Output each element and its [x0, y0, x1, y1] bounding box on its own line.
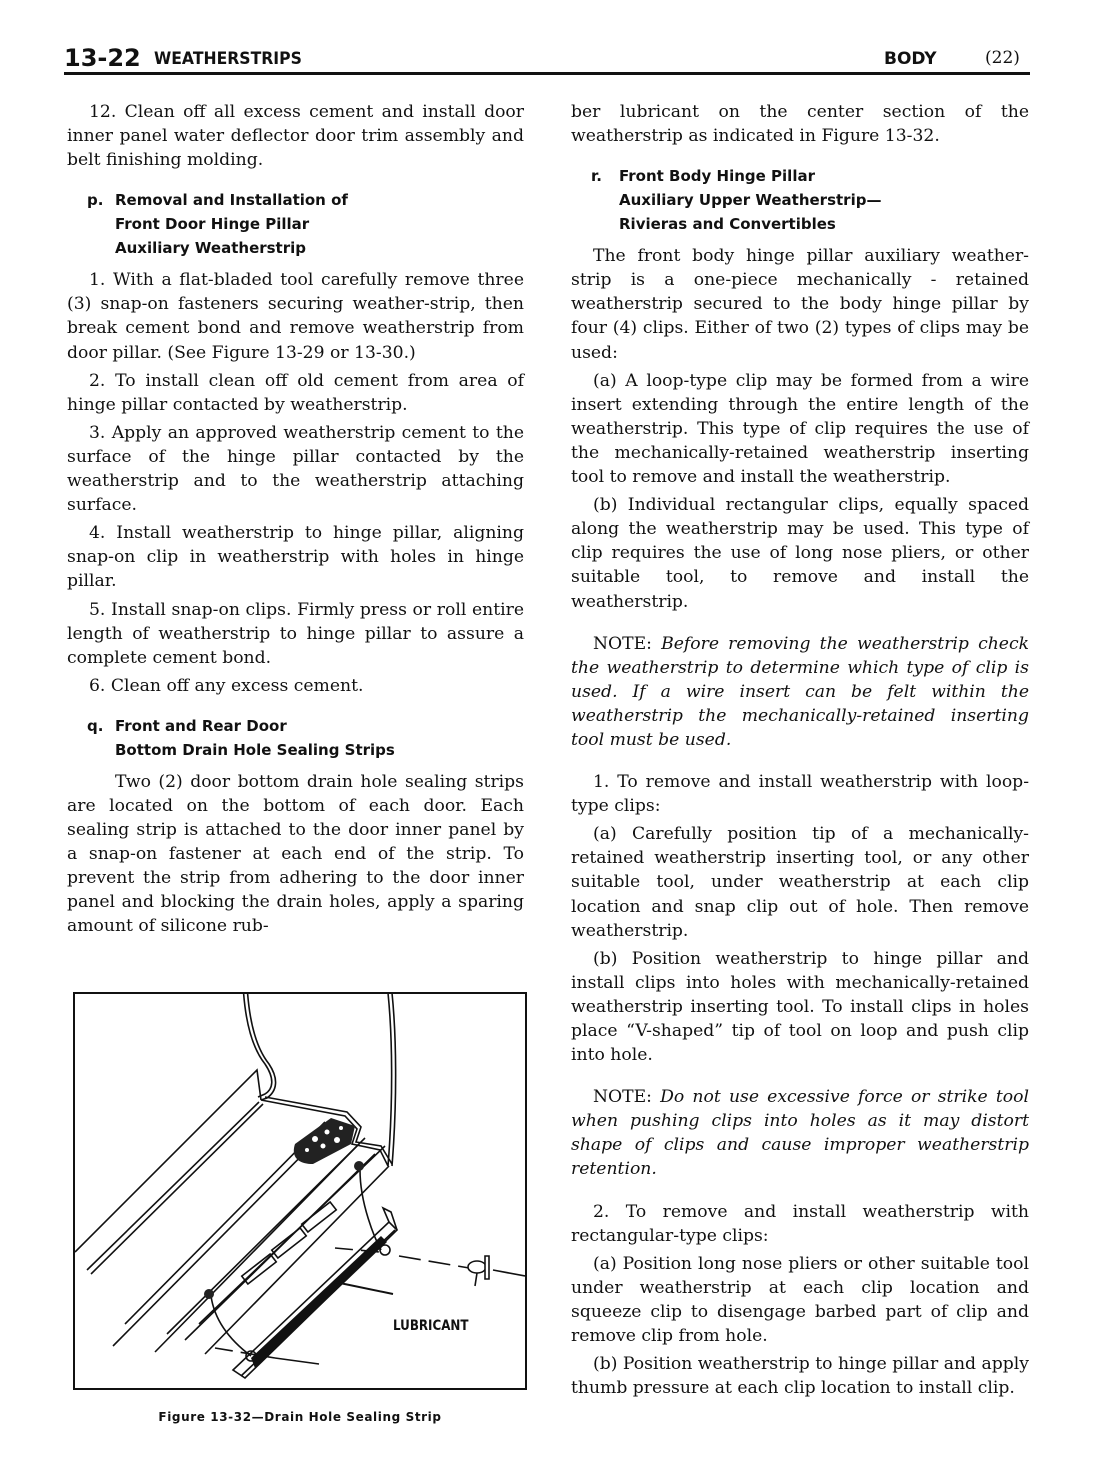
section-letter: r. — [591, 167, 602, 186]
q-paragraph: Two (2) door bottom drain hole sealing strips are located on the bottom of each door. Each sealing strip is attached to the door inner panel by a snap-on fastener at each end of the strip. To prevent the strip from adhering to the door inner panel and blocking the drain holes, apply a sparing amount of silicone rub- — [67, 771, 524, 937]
r-step-2: 2. To remove and install weatherstrip with rectangular-type clips: — [571, 1201, 1029, 1246]
heading-line: Front Body Hinge Pillar — [619, 167, 815, 186]
note-2 — [571, 1085, 1029, 1181]
note-label: NOTE: — [593, 633, 652, 654]
note-text: Do not use excessive force or strike tool when pushing clips into holes as it may distort shape of clips and cause improper weatherstrip retention. — [571, 1087, 1029, 1180]
p-step-3: 3. Apply an approved weatherstrip cement to the surface of the hinge pillar contacted by the weatherstrip and to the weatherstrip attaching surface. — [67, 422, 524, 516]
r-clip-type-b: (b) Individual rectangular clips, equally spaced along the weatherstrip may be used. This type of clip requires the use of long nose pliers, or other suitable tool, to remove and install the weatherstrip. — [571, 495, 1029, 612]
lubricant-callout: LUBRICANT — [393, 1318, 469, 1334]
p-step-6: 6. Clean off any excess cement. — [89, 675, 364, 696]
note-text: Before removing the weatherstrip check the weatherstrip to determine which type of clip is used. If a wire insert can be felt within the weatherstrip the mechanically-retained inserting tool must be used. — [571, 633, 1029, 750]
heading-line: Removal and Installation of — [115, 191, 348, 210]
heading-line: Rivieras and Convertibles — [619, 215, 836, 234]
right-column — [571, 100, 1029, 1404]
step-12: 12. Clean off all excess cement and install door inner panel water deflector door trim assembly and belt finishing molding. — [67, 102, 524, 171]
group-title: BODY — [884, 49, 937, 69]
page-header — [64, 44, 1034, 72]
heading-line: Auxiliary Upper Weatherstrip— — [619, 191, 882, 210]
note-1 — [571, 632, 1029, 752]
figure-13-32 — [73, 992, 527, 1390]
heading-line: Front and Rear Door — [115, 716, 287, 735]
section-letter: p. — [87, 191, 104, 210]
r-step-1: 1. To remove and install weatherstrip with loop-type clips: — [571, 772, 1029, 817]
p-step-4: 4. Install weatherstrip to hinge pillar, aligning snap-on clip in weatherstrip with holes in hinge pillar. — [67, 523, 524, 592]
sheet-number: (22) — [985, 48, 1020, 68]
r-step-2b: (b) Position weatherstrip to hinge pillar and apply thumb pressure at each clip location to install clip. — [571, 1354, 1029, 1399]
section-r-heading — [571, 164, 1029, 236]
section-p-heading — [67, 188, 524, 260]
page-number: 13-22 — [64, 44, 141, 72]
r-step-2a: (a) Position long nose pliers or other suitable tool under weatherstrip at each clip location and squeeze clip to disengage barbed part of clip and remove clip from hole. — [571, 1253, 1029, 1347]
r-step-1a: (a) Carefully position tip of a mechanically-retained weatherstrip inserting tool, or any other suitable tool, under weatherstrip at each clip location and snap clip out of hole. Then remove weatherstrip. — [571, 824, 1029, 941]
p-step-5: 5. Install snap-on clips. Firmly press or roll entire length of weatherstrip to hinge pillar to assure a complete cement bond. — [67, 599, 524, 668]
figure-caption: Figure 13-32—Drain Hole Sealing Strip — [158, 1410, 442, 1424]
heading-line: Bottom Drain Hole Sealing Strips — [115, 740, 395, 759]
q-continuation: ber lubricant on the center section of the weatherstrip as indicated in Figure 13-32. — [571, 102, 1029, 147]
section-letter: q. — [87, 716, 104, 735]
note-label: NOTE: — [593, 1087, 652, 1108]
r-step-1b: (b) Position weatherstrip to hinge pillar and install clips into holes with mechanically-retained weatherstrip inserting tool. To install clips in holes place “V-shaped” tip of tool on loop and push clip into hole. — [571, 948, 1029, 1066]
section-title: WEATHERSTRIPS — [154, 49, 302, 69]
heading-line: Front Door Hinge Pillar — [115, 215, 310, 234]
heading-line: Auxiliary Weatherstrip — [115, 239, 307, 258]
r-intro: The front body hinge pillar auxiliary weather-strip is a one-piece mechanically - retained weatherstrip secured to the body hinge pillar by four (4) clips. Either of two (2) types of clips may be used: — [571, 246, 1029, 363]
p-step-2: 2. To install clean off old cement from area of hinge pillar contacted by weatherstrip. — [67, 370, 524, 415]
header-rule — [64, 72, 1030, 75]
p-step-1: 1. With a flat-bladed tool carefully remove three (3) snap-on fasteners securing weather-strip, then break cement bond and remove weatherstrip from door pillar. (See Figure 13-29 or 13-30.) — [67, 270, 524, 363]
r-clip-type-a: (a) A loop-type clip may be formed from a wire insert extending through the entire length of the weatherstrip. This type of clip requires the use of the mechanically-retained weatherstrip inserting tool to remove and install the weatherstrip. — [571, 370, 1029, 488]
left-column — [67, 100, 524, 943]
section-q-heading — [67, 714, 524, 762]
